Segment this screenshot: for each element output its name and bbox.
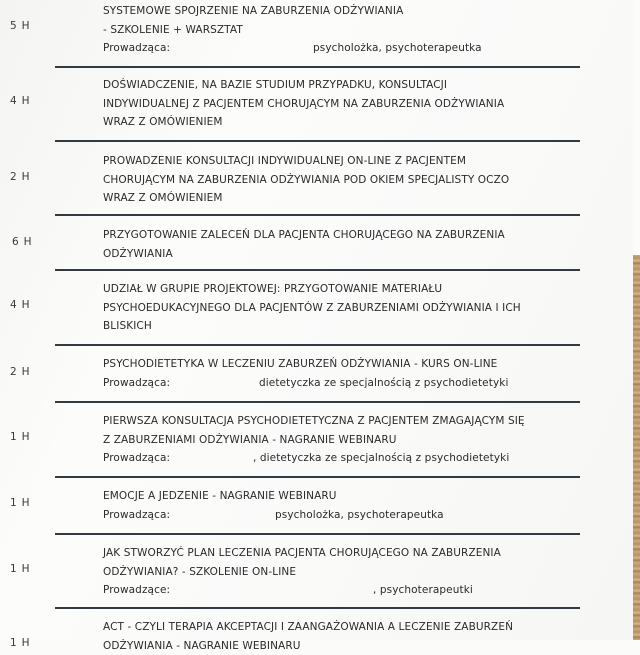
entry-title-line: PSYCHOEDUKACYJNEGO DLA PACJENTÓW Z ZABURZENIAMI ODŻYWIANIA I ICH — [103, 299, 521, 318]
lead-label: Prowadząca: — [103, 39, 170, 58]
lead-role: , dietetyczka ze specjalnością z psychodietetyki — [253, 449, 509, 468]
entry-title-line: WRAZ Z OMÓWIENIEM — [103, 189, 509, 208]
entry-title-line: SYSTEMOWE SPOJRZENIE NA ZABURZENIA ODŻYWIANIA — [103, 2, 403, 21]
lead-label: Prowadząca: — [103, 506, 170, 525]
entry-lead — [103, 39, 403, 58]
divider — [55, 344, 580, 346]
entry-lead — [103, 506, 337, 525]
entry-title-line: INDYWIDUALNEJ Z PACJENTEM CHORUJĄCYM NA ZABURZENIA ODŻYWIANIA — [103, 95, 504, 114]
divider — [55, 214, 580, 216]
entry-hours: 1 H — [10, 431, 30, 443]
entry-title-line: - SZKOLENIE + WARSZTAT — [103, 21, 403, 40]
divider — [55, 607, 580, 609]
divider — [55, 66, 580, 68]
entry-title-line: ODŻYWIANIA — [103, 245, 505, 264]
entry-hours: 6 H — [12, 236, 32, 248]
entry-title-line: DOŚWIADCZENIE, NA BAZIE STUDIUM PRZYPADKU, KONSULTACJI — [103, 76, 504, 95]
lead-label: Prowadzące: — [103, 581, 170, 600]
entry-hours: 4 H — [10, 95, 30, 107]
entry-lead — [103, 449, 525, 468]
lead-role: , psychoterapeutki — [373, 581, 473, 600]
entry-hours: 1 H — [10, 637, 30, 649]
divider — [55, 476, 580, 478]
entry-title-line: EMOCJE A JEDZENIE - NAGRANIE WEBINARU — [103, 487, 337, 506]
entry-title-line: BLISKICH — [103, 317, 521, 336]
entry-title-line: ODŻYWIANIA - NAGRANIE WEBINARU — [103, 637, 513, 655]
lead-role: psycholożka, psychoterapeutka — [313, 39, 482, 58]
entry-title-line: PSYCHODIETETYKA W LECZENIU ZABURZEŃ ODŻYWIANIA - KURS ON-LINE — [103, 355, 497, 374]
entry-title-line: JAK STWORZYĆ PLAN LECZENIA PACJENTA CHORUJĄCEGO NA ZABURZENIA — [103, 544, 501, 563]
entry-content — [103, 412, 525, 468]
entry-title-line: PRZYGOTOWANIE ZALECEŃ DLA PACJENTA CHORUJĄCEGO NA ZABURZENIA — [103, 226, 505, 245]
divider — [55, 140, 580, 142]
lead-role: psycholożka, psychoterapeutka — [275, 506, 444, 525]
entry-lead — [103, 581, 501, 600]
entry-content — [103, 355, 497, 392]
lead-label: Prowadząca: — [103, 449, 170, 468]
entry-content — [103, 280, 521, 336]
entry-content — [103, 226, 505, 263]
entry-hours: 5 H — [10, 20, 30, 32]
lead-role: dietetyczka ze specjalnością z psychodietetyki — [259, 374, 508, 393]
entry-hours: 4 H — [10, 299, 30, 311]
entry-title-line: PROWADZENIE KONSULTACJI INDYWIDUALNEJ ON-LINE Z PACJENTEM — [103, 152, 509, 171]
entry-title-line: WRAZ Z OMÓWIENIEM — [103, 113, 504, 132]
entry-hours: 1 H — [10, 497, 30, 509]
lead-label: Prowadząca: — [103, 374, 170, 393]
table-surface-background — [633, 255, 640, 640]
entry-content — [103, 618, 513, 655]
divider — [55, 533, 580, 535]
entry-content — [103, 76, 504, 132]
entry-content — [103, 152, 509, 208]
entry-content — [103, 487, 337, 524]
entry-content — [103, 544, 501, 600]
entry-hours: 2 H — [10, 171, 30, 183]
entry-title-line: ACT - CZYLI TERAPIA AKCEPTACJI I ZAANGAŻOWANIA A LECZENIE ZABURZEŃ — [103, 618, 513, 637]
divider — [55, 269, 580, 271]
entry-title-line: UDZIAŁ W GRUPIE PROJEKTOWEJ: PRZYGOTOWANIE MATERIAŁU — [103, 280, 521, 299]
entry-content — [103, 2, 403, 58]
entry-title-line: PIERWSZA KONSULTACJA PSYCHODIETETYCZNA Z PACJENTEM ZMAGAJĄCYM SIĘ — [103, 412, 525, 431]
divider — [55, 401, 580, 403]
entry-title-line: CHORUJĄCYM NA ZABURZENIA ODŻYWIANIA POD OKIEM SPECJALISTY OCZO — [103, 171, 509, 190]
entry-title-line: Z ZABURZENIAMI ODŻYWIANIA - NAGRANIE WEBINARU — [103, 431, 525, 450]
entry-title-line: ODŻYWIANIA? - SZKOLENIE ON-LINE — [103, 563, 501, 582]
entry-lead — [103, 374, 497, 393]
entry-hours: 1 H — [10, 563, 30, 575]
entry-hours: 2 H — [10, 366, 30, 378]
